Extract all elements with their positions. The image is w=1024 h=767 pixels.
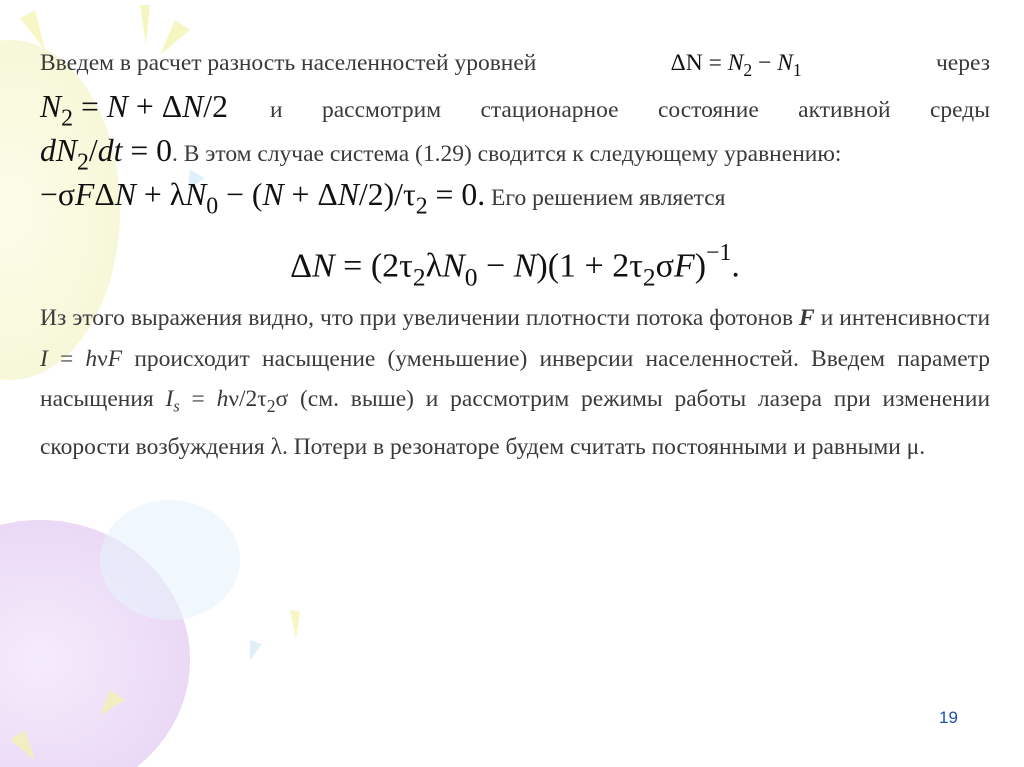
paragraph-text-2: и интенсивности [820,305,991,331]
text-line-3 [40,133,842,177]
text-line-4 [40,177,726,221]
page-number: 19 [939,708,958,727]
paragraph-text-3: происходит насыщение (уменьшение) инверсии населенностей. Введем параметр насыщения [40,345,990,412]
paragraph-text-1: Из этого выражения видно, что при увеличении плотности потока фотонов [40,305,794,331]
line1-text-a: Введем в расчет разность населенностей уровней [40,50,537,76]
line4-text: Его решением является [491,185,726,211]
formula-n2: $N_2 = N + \Delta N/2$ [40,89,228,132]
line2-text: и рассмотрим стационарное состояние активной среды [270,97,990,123]
formula-saturation: $I_s$ [165,386,180,416]
symbol-f: F [799,305,815,331]
line3-text: . В этом случае система (1.29) сводится к следующему уравнению: [172,141,842,167]
formula-delta-n: $\Delta N = N_2 - N_1$ [670,50,802,81]
formula-rate-equation: $-\sigma F\Delta N + \lambda N_0 - (N + \Delta N/2)/\tau_2 = 0$. [40,177,486,220]
balloon-blue [100,500,240,620]
formula-intensity: I [40,345,48,372]
text-line-1 [40,48,990,85]
formula-stationary: $dN_2/dt = 0$ [40,133,172,176]
text-line-2 [40,89,990,133]
paragraph-text-4: (см. выше) и рассмотрим режимы работы лазера при изменении скорости возбуждения λ. Потери в резонаторе будем считать постоянными и равными μ. [40,386,991,461]
main-equation: $\Delta N = (2\tau_2\lambda N_0 - N)(1 + 2\tau_2\sigma F)^{-1}$. [290,240,740,292]
line1-text-b: через [935,50,990,76]
paragraph: Из этого выражения видно, что при увеличении плотности потока фотонов F и интенсивности I = hνF происходит насыщение (уменьшение) инверсии населенностей. Введем параметр насыщения $I_s = h\nu/2\tau_2\sigma$ (см. выше) и рассмотрим режимы работы лазера при изменении скорости возбуждения λ. Потери в резонаторе будем считать постоянными и равными μ. [40,305,991,461]
